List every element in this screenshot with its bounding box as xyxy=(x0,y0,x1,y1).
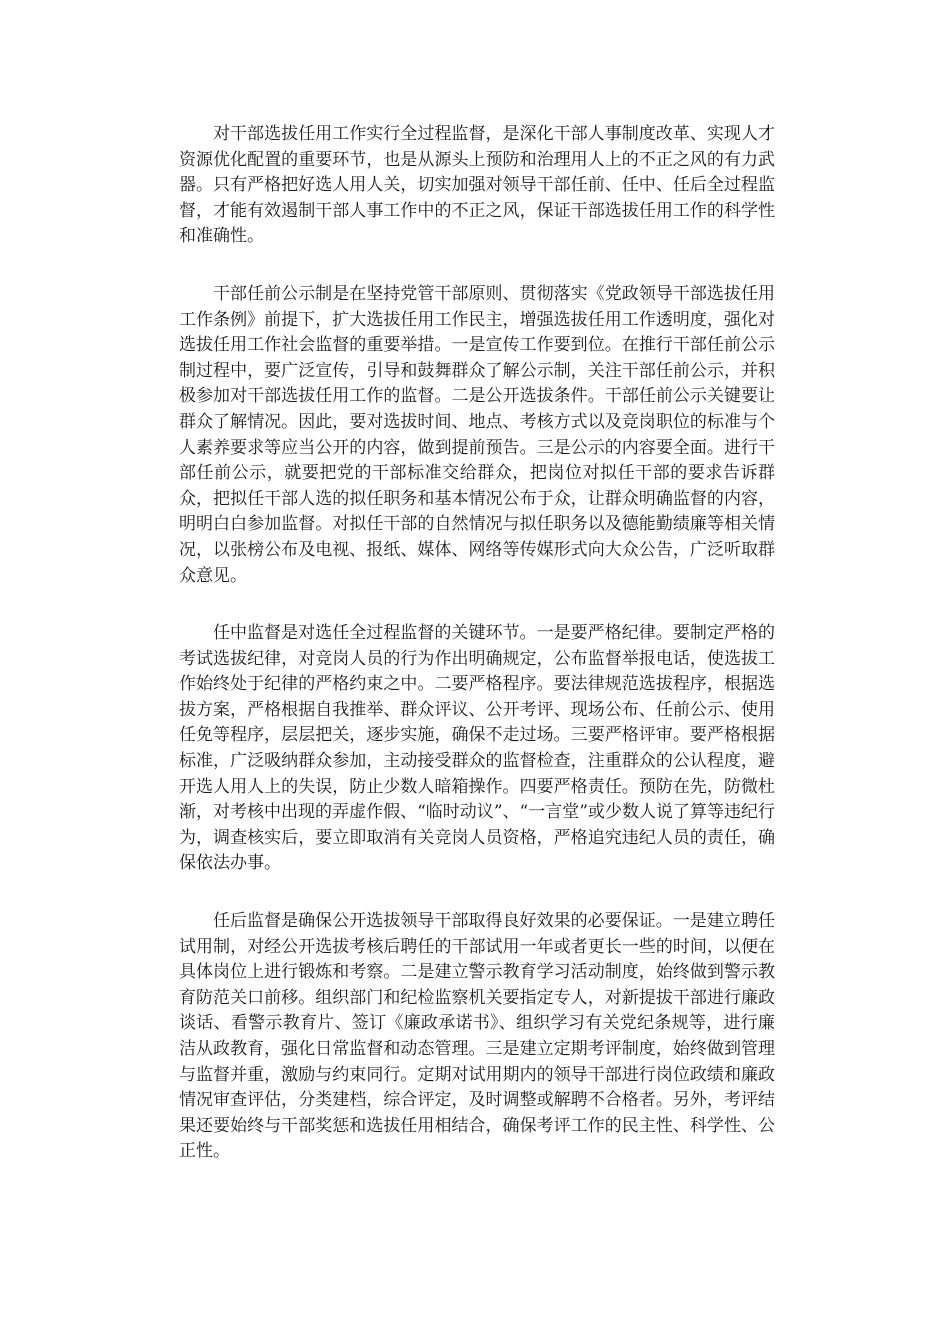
paragraph-in-office-supervision: 任中监督是对选任全过程监督的关键环节。一是要严格纪律。要制定严格的考试选拔纪律，对竞岗人员的行为作出明确规定，公布监督举报电话，使选拔工作始终处于纪律的严格约束之中。二要严格程序。要法律规范选拔程序，根据选拔方案，严格根据自我推举、群众评议、公开考评、现场公布、任前公示、使用任免等程序，层层把关，逐步实施，确保不走过场。三要严格评审。要严格根据标准，广泛吸纳群众参加，主动接受群众的监督检查，注重群众的公认程度，避开选人用人上的失误，防止少数人暗箱操作。四要严格责任。预防在先，防微杜渐，对考核中出现的弄虚作假、“临时动议”、“一言堂”或少数人说了算等违纪行为，调查核实后，要立即取消有关竞岗人员资格，严格追究违纪人员的责任，确保依法办事。 xyxy=(179,623,775,874)
paragraph-pre-appointment-publicity: 干部任前公示制是在坚持党管干部原则、贯彻落实《党政领导干部选拔任用工作条例》前提下，扩大选拔任用工作民主，增强选拔任用工作透明度，强化对选拔任用工作社会监督的重要举措。一是宣传工作要到位。在推行干部任前公示制过程中，要广泛宣传，引导和鼓舞群众了解公示制，关注干部任前公示，并积极参加对干部选拔任用工作的监督。二是公开选拔条件。干部任前公示关键要让群众了解情况。因此，要对选拔时间、地点、考核方式以及竞岗职位的标准与个人素养要求等应当公开的内容，做到提前预告。三是公示的内容要全面。进行干部任前公示，就要把党的干部标准交给群众，把岗位对拟任干部的要求告诉群众，把拟任干部人选的拟任职务和基本情况公布于众，让群众明确监督的内容，明明白白参加监督。对拟任干部的自然情况与拟任职务以及德能勤绩廉等相关情况，以张榜公布及电视、报纸、媒体、网络等传媒形式向大众公告，广泛听取群众意见。 xyxy=(179,283,775,586)
paragraph-intro: 对干部选拔任用工作实行全过程监督，是深化干部人事制度改革、实现人才资源优化配置的重要环节，也是从源头上预防和治理用人上的不正之风的有力武器。只有严格把好选人用人关，切实加强对领导干部任前、任中、任后全过程监督，才能有效遏制干部人事工作中的不正之风，保证干部选拔任用工作的科学性和准确性。 xyxy=(179,124,775,247)
document-body xyxy=(179,122,775,1197)
paragraph-post-appointment-supervision: 任后监督是确保公开选拔领导干部取得良好效果的必要保证。一是建立聘任试用制，对经公开选拔考核后聘任的干部试用一年或者更长一些的时间，以便在具体岗位上进行锻炼和考察。二是建立警示教育学习活动制度，始终做到警示教育防范关口前移。组织部门和纪检监察机关要指定专人，对新提拔干部进行廉政谈话、看警示教育片、签订《廉政承诺书》、组织学习有关党纪条规等，进行廉洁从政教育，强化日常监督和动态管理。三是建立定期考评制度，始终做到管理与监督并重，激励与约束同行。定期对试用期内的领导干部进行岗位政绩和廉政情况审查评估，分类建档，综合评定，及时调整或解聘不合格者。另外，考评结果还要始终与干部奖惩和选拔任用相结合，确保考评工作的民主性、科学性、公正性。 xyxy=(179,911,775,1162)
